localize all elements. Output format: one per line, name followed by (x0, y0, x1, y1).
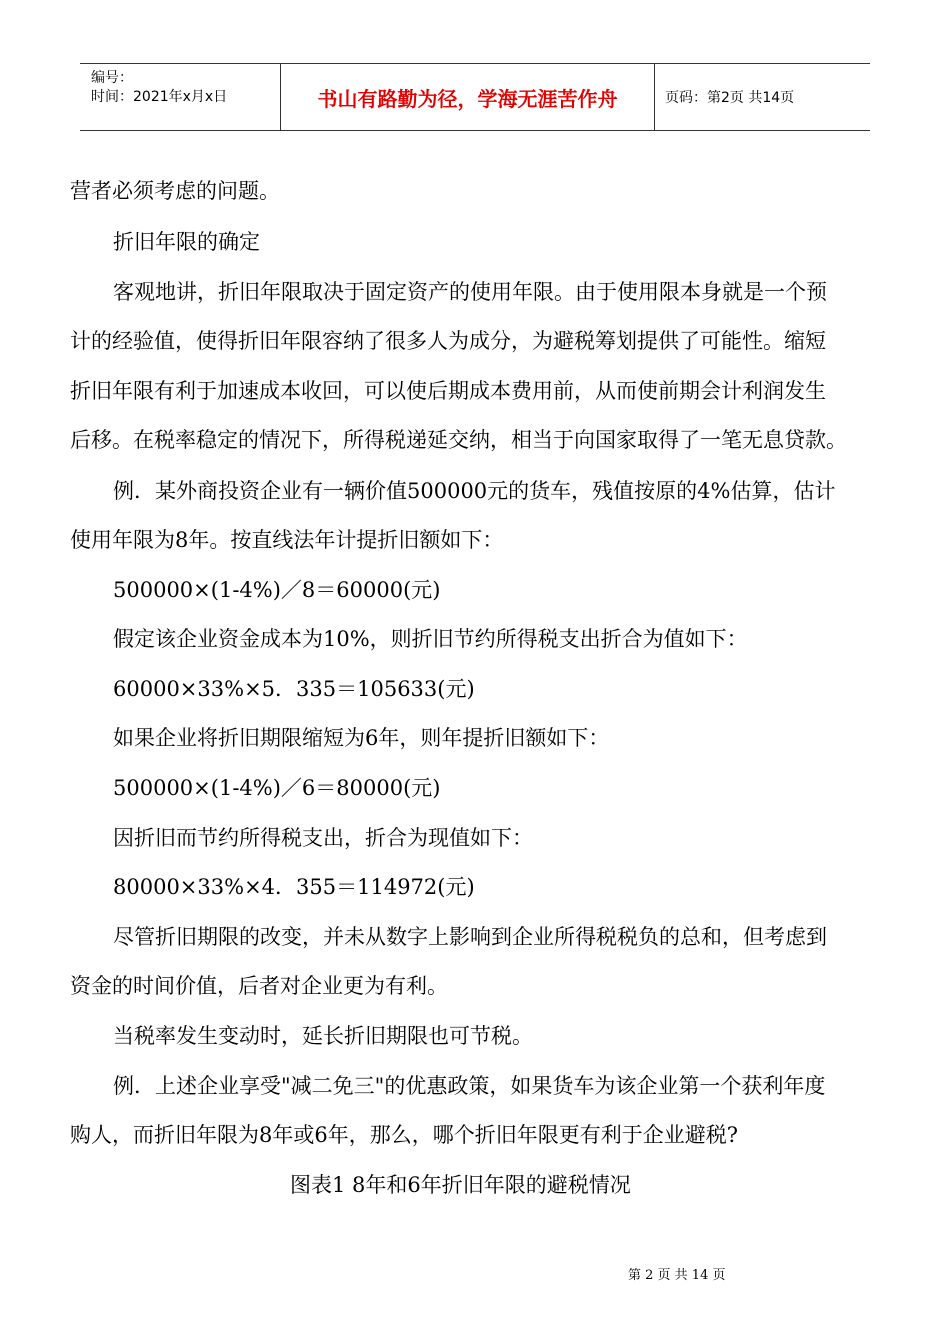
page-header (80, 63, 870, 131)
page-footer: 第 2 页 共 14 页 (628, 1268, 726, 1283)
serial-label: 编号： (91, 70, 133, 86)
paragraph-line: 例．上述企业享受"减二免三"的优惠政策，如果货车为该企业第一个获利年度 (113, 1074, 826, 1098)
paragraph-line: 客观地讲，折旧年限取决于固定资产的使用年限。由于使用限本身就是一个预 (113, 280, 827, 304)
paragraph-line: 计的经验值，使得折旧年限容纳了很多人为成分，为避税筹划提供了可能性。缩短 (70, 329, 826, 353)
paragraph-line: 假定该企业资金成本为10%，则折旧节约所得税支出折合为值如下： (113, 627, 748, 651)
formula-line: 500000×(1-4%)／8＝60000(元) (113, 578, 441, 602)
paragraph-line: 当税率发生变动时，延长折旧期限也可节税。 (113, 1024, 533, 1048)
paragraph-line: 使用年限为8年。按直线法年计提折旧额如下： (70, 528, 504, 552)
header-page-info: 页码：第2页 共14页 (665, 90, 795, 106)
figure-caption: 图表1 8年和6年折旧年限的避税情况 (290, 1173, 631, 1197)
header-meta-cell (80, 64, 281, 130)
paragraph-line: 因折旧而节约所得税支出，折合为现值如下： (113, 826, 533, 850)
paragraph-line: 资金的时间价值，后者对企业更为有利。 (70, 974, 448, 998)
paragraph-line: 折旧年限有利于加速成本收回，可以使后期成本费用前，从而使前期会计利润发生 (70, 379, 826, 403)
paragraph-line: 例．某外商投资企业有一辆价值500000元的货车，残值按原的4%估算，估计 (113, 479, 836, 503)
header-motto: 书山有路勤为径，学海无涯苦作舟 (281, 64, 655, 130)
paragraph-line: 购人，而折旧年限为8年或6年，那么，哪个折旧年限更有利于企业避税? (70, 1123, 738, 1147)
paragraph-line: 尽管折旧期限的改变，并未从数字上影响到企业所得税税负的总和，但考虑到 (113, 925, 827, 949)
formula-line: 500000×(1-4%)／6＝80000(元) (113, 776, 441, 800)
paragraph-line: 营者必须考虑的问题。 (70, 179, 280, 203)
paragraph-line: 如果企业将折旧期限缩短为6年，则年提折旧额如下： (113, 726, 610, 750)
section-heading: 折旧年限的确定 (113, 230, 260, 254)
time-label: 时间：2021年x月x日 (91, 89, 228, 105)
paragraph-line: 后移。在税率稳定的情况下，所得税递延交纳，相当于向国家取得了一笔无息贷款。 (70, 428, 847, 452)
formula-line: 80000×33%×4．355＝114972(元) (113, 875, 475, 899)
formula-line: 60000×33%×5．335＝105633(元) (113, 677, 475, 701)
